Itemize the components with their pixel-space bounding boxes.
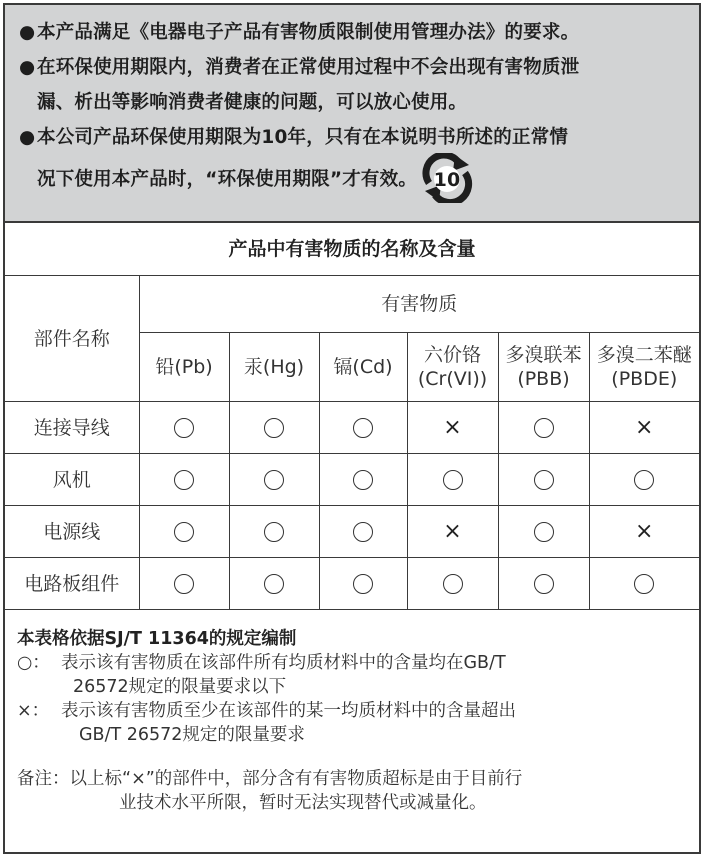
compliant-mark-cell: [319, 558, 407, 610]
circle-mark-icon: [264, 522, 284, 542]
substance-column-line-1: 六价铬: [423, 344, 481, 366]
table-row: [5, 558, 699, 610]
hazardous-substance-table: [5, 223, 699, 610]
circle-mark-icon: [534, 522, 554, 542]
circle-mark-icon: [443, 470, 463, 490]
compliant-mark-cell: [498, 402, 589, 454]
epup-number: 10: [433, 169, 461, 191]
part-name-header: 部件名称: [5, 276, 139, 402]
substance-column-header: [319, 333, 407, 402]
circle-note-line-2: 26572规定的限量要求以下: [73, 677, 287, 697]
substance-column-line-1: 多溴二苯醚: [596, 344, 692, 366]
bullet-3-line-2: 况下使用本产品时，“环保使用期限”才有效。: [37, 169, 418, 190]
table-notes: [5, 621, 699, 815]
circle-mark-icon: [353, 574, 373, 594]
substance-group-header: 有害物质: [139, 276, 699, 333]
compliant-mark-cell: [319, 402, 407, 454]
circle-mark-icon: [534, 574, 554, 594]
substance-column-line-1: 多溴联苯: [505, 344, 582, 366]
part-name-cell: 风机: [5, 454, 139, 506]
circle-mark-icon: [534, 418, 554, 438]
bullet-dot: ●: [19, 127, 36, 148]
hazardous-substance-table-wrap: [5, 223, 699, 610]
circle-note-line-1: 表示该有害物质在该部件所有均质材料中的含量均在GB/T: [61, 653, 506, 673]
bullet-2: [19, 50, 689, 120]
circle-mark-icon: [634, 574, 654, 594]
bullet-3: [19, 120, 689, 205]
compliant-mark-cell: [498, 454, 589, 506]
cross-note-line-2: GB/T 26572规定的限量要求: [79, 725, 305, 745]
cross-note: [17, 699, 687, 723]
remark-line-1: 备注：以上标“×”的部件中，部分含有有害物质超标是由于目前行: [17, 769, 523, 789]
part-name-cell: 电源线: [5, 506, 139, 558]
compliant-mark-cell: [407, 558, 498, 610]
circle-mark-icon: [443, 574, 463, 594]
compliant-mark-cell: [589, 558, 699, 610]
circle-mark-icon: [174, 574, 194, 594]
epup-recycle-logo-icon: [419, 153, 475, 203]
table-row: [5, 506, 699, 558]
substance-column-line-1: 镉(Cd): [333, 356, 393, 378]
substance-column-header: [589, 333, 699, 402]
compliant-mark-cell: [498, 558, 589, 610]
compliant-mark-cell: [139, 506, 229, 558]
table-row: [5, 454, 699, 506]
compliant-mark-cell: [229, 506, 319, 558]
cross-note-line-1: 表示该有害物质至少在该部件的某一均质材料中的含量超出: [61, 701, 516, 721]
circle-mark-icon: [174, 470, 194, 490]
exceeds-mark-cell: [407, 402, 498, 454]
compliant-mark-cell: [498, 506, 589, 558]
cross-note-symbol: ×：: [17, 701, 50, 721]
compliant-mark-cell: [407, 454, 498, 506]
circle-mark-icon: [174, 522, 194, 542]
bullet-1-line-1: 本产品满足《电器电子产品有害物质限制使用管理办法》的要求。: [37, 22, 580, 43]
part-name-cell: 电路板组件: [5, 558, 139, 610]
exceeds-mark-cell: [589, 506, 699, 558]
table-row: [5, 402, 699, 454]
remark-line-2: 业技术水平所限，暂时无法实现替代或减量化。: [119, 793, 487, 813]
circle-mark-icon: [634, 470, 654, 490]
circle-note-symbol: ○：: [17, 653, 50, 673]
bullet-dot: ●: [19, 22, 36, 43]
compliant-mark-cell: [229, 558, 319, 610]
substance-column-header: [407, 333, 498, 402]
table-title: 产品中有害物质的名称及含量: [5, 223, 699, 276]
circle-mark-icon: [174, 418, 194, 438]
circle-mark-icon: [353, 470, 373, 490]
substance-column-header: [139, 333, 229, 402]
circle-mark-icon: [353, 418, 373, 438]
exceeds-mark-cell: [407, 506, 498, 558]
cross-mark-icon: ×: [635, 518, 654, 544]
bullet-3-line-1: 本公司产品环保使用期限为10年，只有在本说明书所述的正常情: [37, 127, 569, 148]
compliant-mark-cell: [589, 454, 699, 506]
bullet-3-line-2-wrap: [19, 155, 689, 205]
circle-note: [17, 651, 687, 675]
bullet-2-line-1: 在环保使用期限内，消费者在正常使用过程中不会出现有害物质泄: [37, 57, 580, 78]
substance-column-line-2: (Cr(VI)): [417, 368, 488, 390]
compliant-mark-cell: [319, 506, 407, 558]
substance-column-line-2: (PBB): [517, 368, 570, 390]
circle-mark-icon: [264, 418, 284, 438]
exceeds-mark-cell: [589, 402, 699, 454]
compliant-mark-cell: [139, 558, 229, 610]
cross-mark-icon: ×: [443, 414, 462, 440]
substance-column-header: [229, 333, 319, 402]
compliant-mark-cell: [139, 402, 229, 454]
substance-column-line-1: 铅(Pb): [155, 356, 213, 378]
compliance-frame: [3, 3, 701, 854]
compliant-mark-cell: [319, 454, 407, 506]
bullet-2-line-2: 漏、析出等影响消费者健康的问题，可以放心使用。: [37, 92, 468, 113]
substance-column-line-2: (PBDE): [611, 368, 678, 390]
compliant-mark-cell: [229, 454, 319, 506]
compliance-statement: [5, 5, 699, 223]
circle-mark-icon: [353, 522, 373, 542]
compliant-mark-cell: [139, 454, 229, 506]
circle-mark-icon: [264, 574, 284, 594]
circle-mark-icon: [264, 470, 284, 490]
substance-column-header: [498, 333, 589, 402]
cross-mark-icon: ×: [635, 414, 654, 440]
compliant-mark-cell: [229, 402, 319, 454]
bullet-dot: ●: [19, 57, 36, 78]
substance-column-line-1: 汞(Hg): [243, 356, 305, 378]
circle-mark-icon: [534, 470, 554, 490]
bullet-1: [19, 15, 689, 50]
cross-mark-icon: ×: [443, 518, 462, 544]
part-name-cell: 连接导线: [5, 402, 139, 454]
notes-title: 本表格依据SJ/T 11364的规定编制: [17, 629, 297, 649]
